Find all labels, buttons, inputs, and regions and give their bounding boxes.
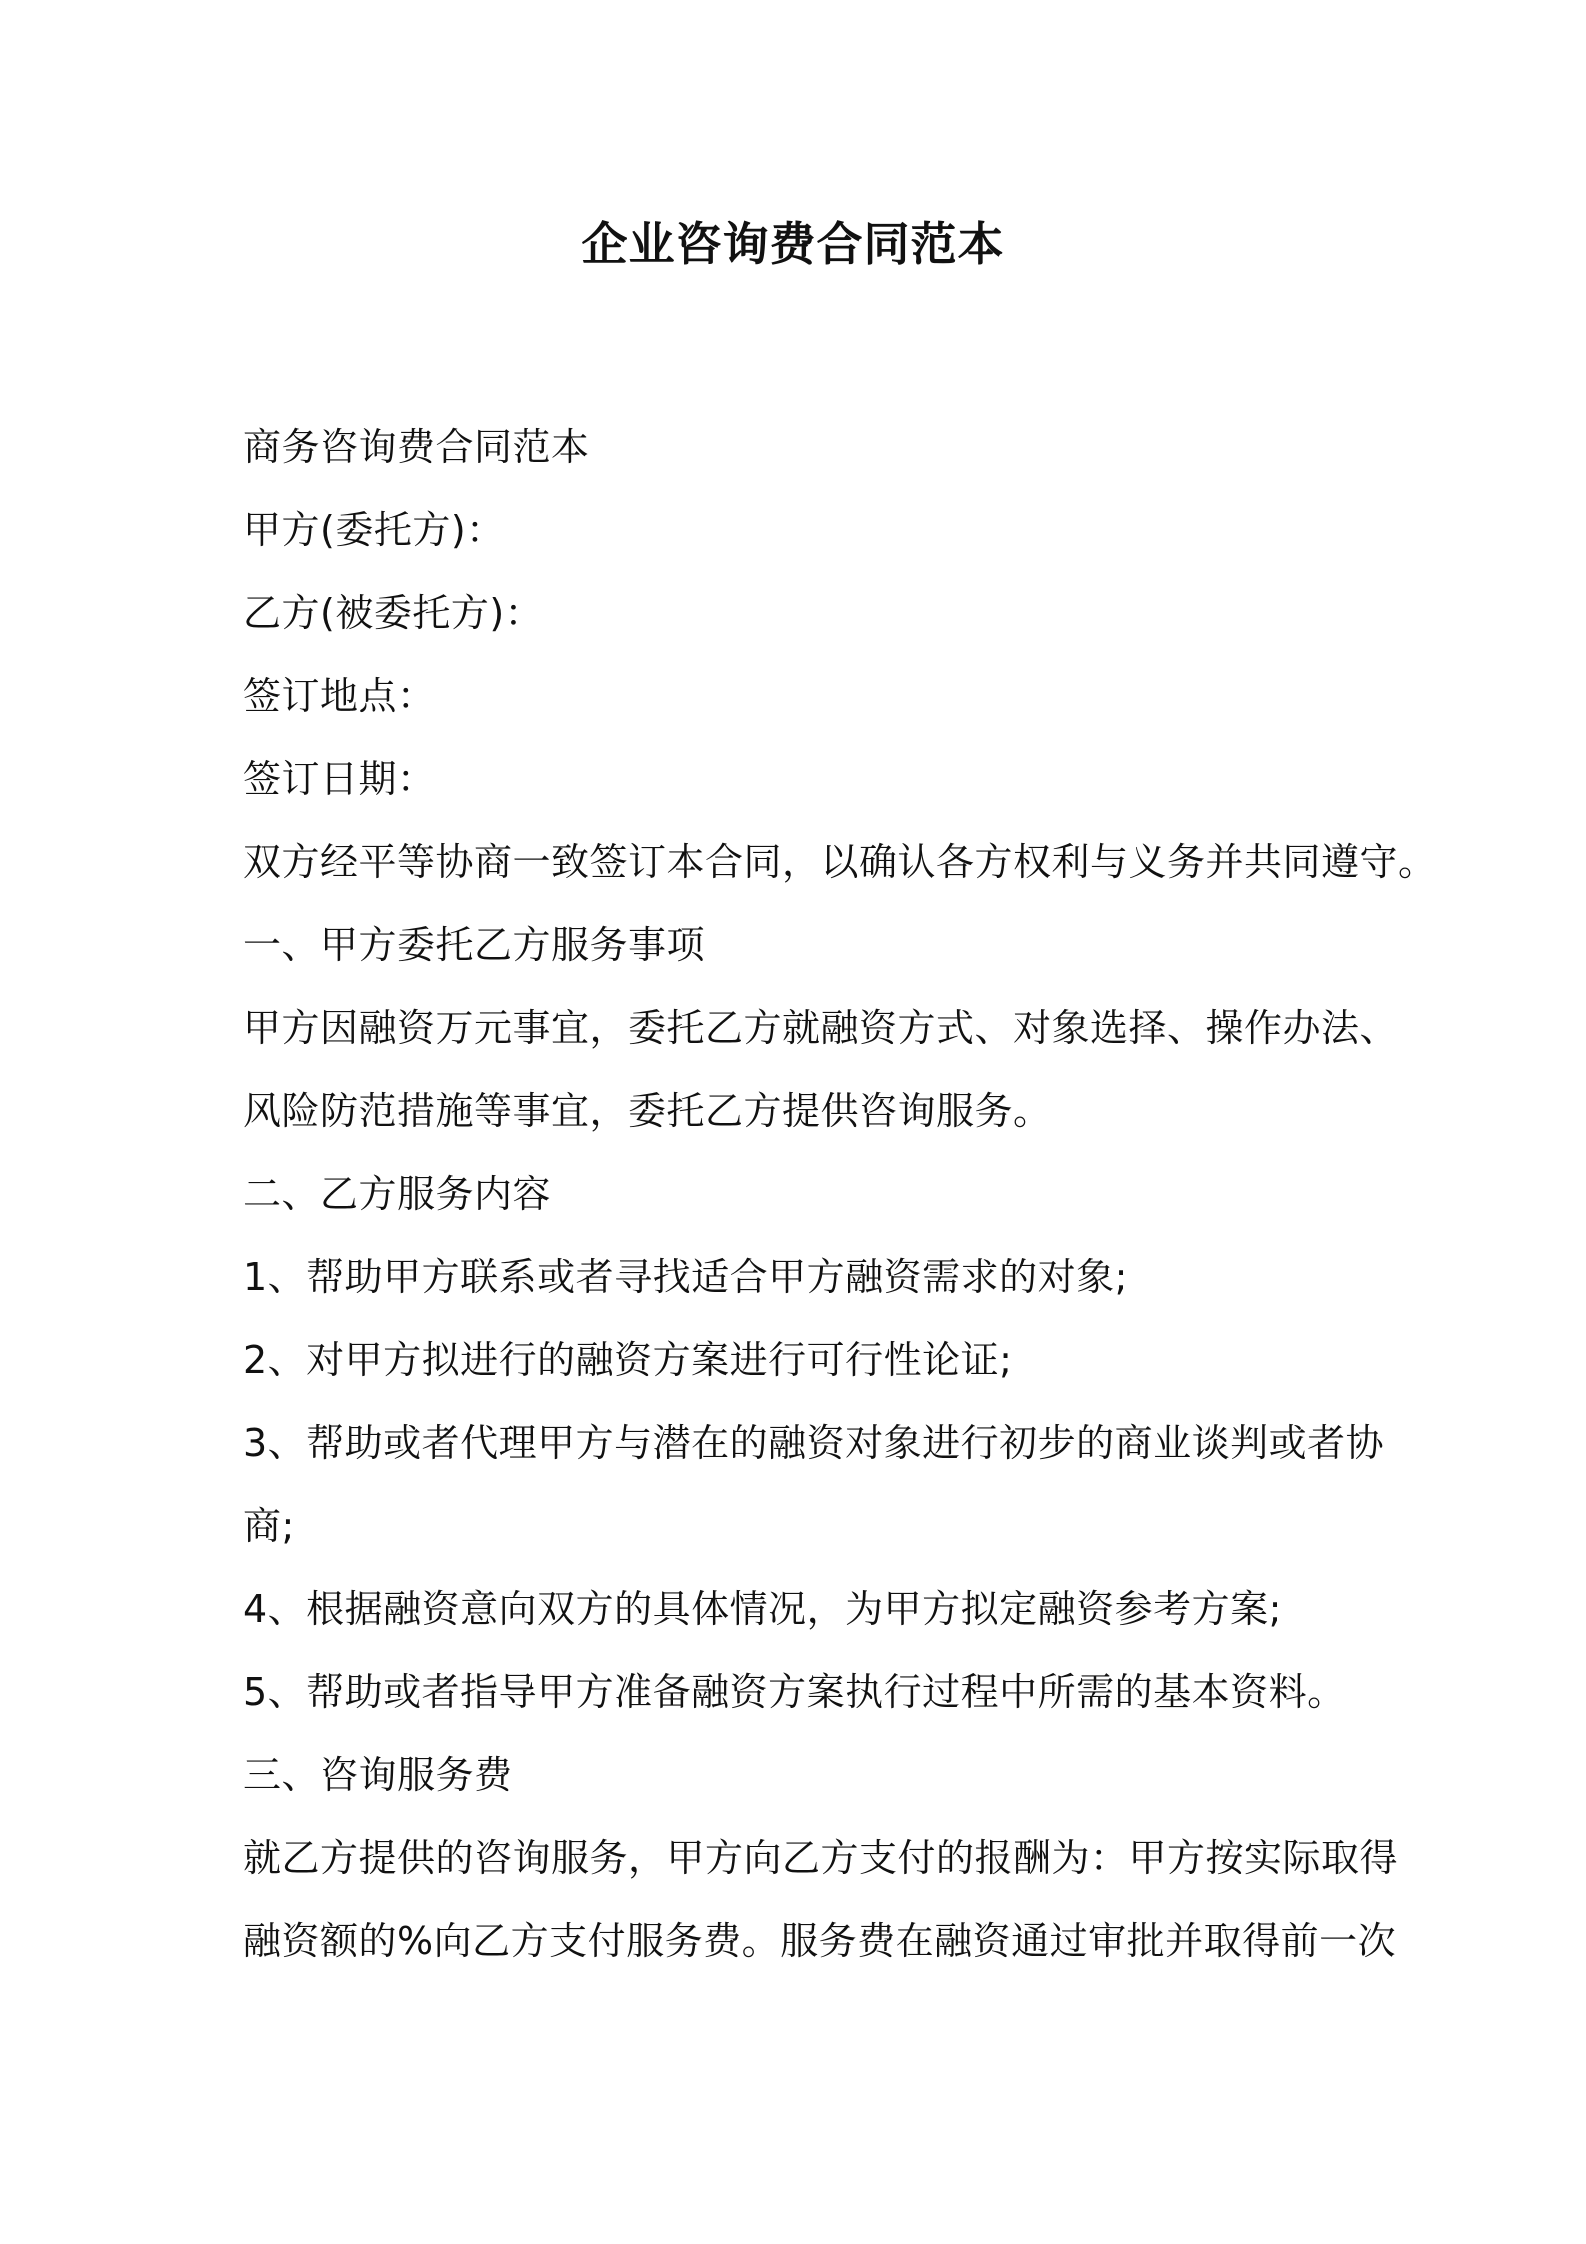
party-b-line: 乙方(被委托方)： [243,591,544,635]
section-2-item: 2、对甲方拟进行的融资方案进行可行性论证; [243,1338,1013,1382]
subtitle-line: 商务咨询费合同范本 [243,425,590,469]
document-body [243,406,1437,1983]
preamble-line: 双方经平等协商一致签订本合同，以确认各方权利与义务并共同遵守。 [243,840,1437,884]
section-3-text-line: 融资额的%向乙方支付服务费。服务费在融资通过审批并取得前一次 [243,1919,1397,1963]
section-2-item: 3、帮助或者代理甲方与潜在的融资对象进行初步的商业谈判或者协 [243,1421,1385,1465]
section-1-heading: 一、甲方委托乙方服务事项 [243,923,706,967]
signing-date-line: 签订日期： [243,757,436,801]
party-a-line: 甲方(委托方)： [243,508,505,552]
signing-place-line: 签订地点： [243,674,436,718]
document-title: 企业咨询费合同范本 [581,217,1005,271]
section-3-text-line: 就乙方提供的咨询服务，甲方向乙方支付的报酬为：甲方按实际取得 [243,1836,1399,1880]
section-3-heading: 三、咨询服务费 [243,1753,513,1797]
section-2-item: 5、帮助或者指导甲方准备融资方案执行过程中所需的基本资料。 [243,1670,1346,1714]
section-2-heading: 二、乙方服务内容 [243,1172,552,1216]
section-2-item: 1、帮助甲方联系或者寻找适合甲方融资需求的对象; [243,1255,1128,1299]
section-2-item-continued: 商; [243,1504,295,1548]
section-1-text-line: 甲方因融资万元事宜，委托乙方就融资方式、对象选择、操作办法、 [243,1006,1399,1050]
section-1-text-line: 风险防范措施等事宜，委托乙方提供咨询服务。 [243,1089,1052,1133]
section-2-item: 4、根据融资意向双方的具体情况，为甲方拟定融资参考方案; [243,1587,1282,1631]
